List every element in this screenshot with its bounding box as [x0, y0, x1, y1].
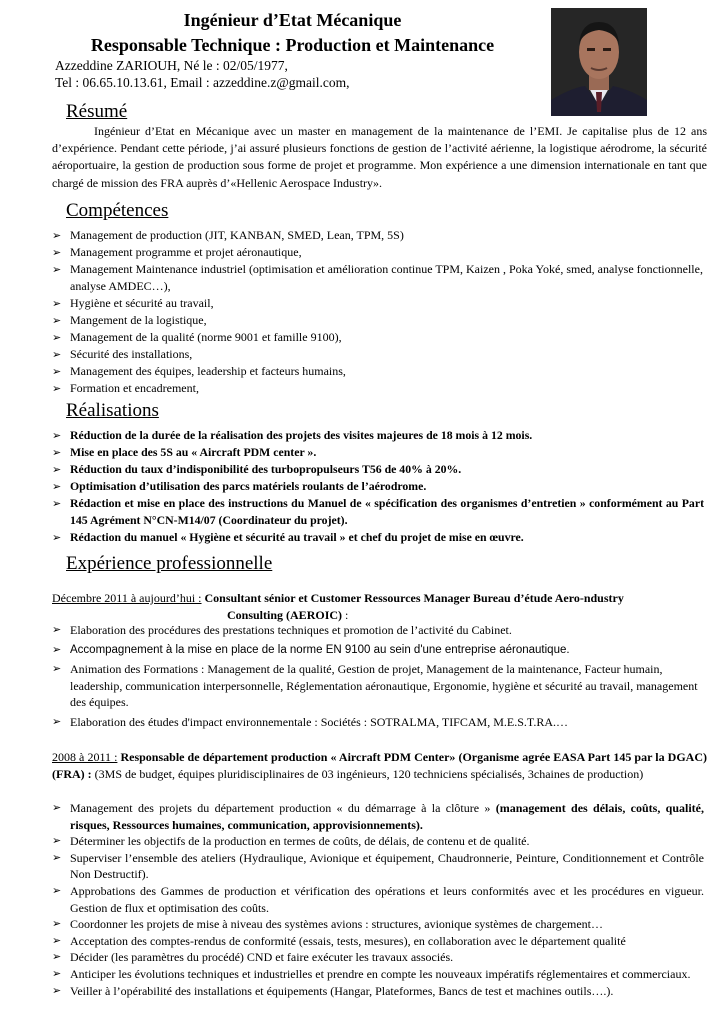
list-item: ➢ Formation et encadrement, [52, 380, 704, 397]
list-item: ➢ Elaboration des procédures des prestations techniques et promotion de l’activité du Cabinet. [52, 622, 704, 639]
list-item: ➢ Accompagnement à la mise en place de la norme EN 9100 au sein d'une entreprise aéronautique. [52, 642, 704, 659]
list-item: ➢ Management des équipes, leadership et facteurs humains, [52, 363, 704, 380]
job1-period: Décembre 2011 à aujourd’hui : [52, 591, 202, 605]
list-item: ➢ Rédaction du manuel « Hygiène et sécurité au travail » et chef du projet de mise en œuvre. [52, 529, 704, 546]
list-item: ➢ Décider (les paramètres du procédé) CND et faire exécuter les travaux associés. [52, 949, 704, 966]
list-item: ➢ Anticiper les évolutions techniques et industrielles et prendre en compte les nouveaux impératifs réglementaires et commerciaux. [52, 966, 704, 983]
list-item: ➢ Management de production (JIT, KANBAN, SMED, Lean, TPM, 5S) [52, 227, 704, 244]
job-title: Ingénieur d’Etat Mécanique [183, 10, 402, 30]
list-item: ➢ Mangement de la logistique, [52, 312, 704, 329]
list-item: ➢ Coordonner les projets de mise à niveau des systèmes avions : structures, avionique systèmes de chargement… [52, 916, 704, 933]
profile-photo [551, 8, 647, 116]
job2-item1-text: Management des projets du département production « du démarrage à la clôture » [70, 801, 496, 815]
list-item: ➢ Management programme et projet aéronautique, [52, 244, 704, 261]
job1-company: Consulting (AEROIC) [227, 608, 343, 622]
list-item: ➢ Réduction du taux d’indisponibilité des turbopropulseurs T56 de 40% à 20%. [52, 461, 704, 478]
experience-heading: Expérience professionnelle [66, 553, 273, 574]
list-item: ➢ Réduction de la durée de la réalisation des projets des visites majeures de 18 mois à 12 mois. [52, 427, 704, 444]
job1-company-suffix: : [342, 608, 349, 622]
list-item [52, 800, 704, 833]
list-item: ➢ Acceptation des comptes-rendus de conformité (essais, tests, mesures), en collaboration avec le département qualité [52, 933, 704, 950]
competences-list [52, 227, 704, 397]
list-item: ➢ Hygiène et sécurité au travail, [52, 295, 704, 312]
job-subtitle: Responsable Technique : Production et Maintenance [90, 35, 495, 55]
job1-role: Consultant sénior et Customer Ressources Manager Bureau d’étude Aero-ndustry [204, 591, 624, 605]
realisations-list [52, 427, 704, 546]
resume-heading: Résumé [66, 101, 128, 122]
job2-header [52, 749, 707, 783]
job1-list [52, 622, 704, 730]
list-item: ➢ Management Maintenance industriel (optimisation et amélioration continue TPM, Kaizen , Poka Yoké, smed, analyse fonctionnelle, analyse AMDEC…), [52, 261, 704, 295]
list-item: ➢ Animation des Formations : Management de la qualité, Gestion de projet, Management de la maintenance, Facteur humain, leadership, communication interpersonnelle, Réglementation aéronautique, Ergonomie, hygiène et sécurité au travail, management des équipes. [52, 661, 704, 711]
list-item: ➢ Déterminer les objectifs de la production en termes de coûts, de délais, de contenu et de qualité. [52, 833, 704, 850]
job2-list [52, 800, 704, 999]
job1-header [52, 590, 707, 624]
name-birth-line: Azzeddine ZARIOUH, Né le : 02/05/1977, [55, 58, 288, 73]
job2-period: 2008 à 2011 : [52, 750, 118, 764]
list-item: ➢ Optimisation d’utilisation des parcs matériels roulants de l’aérodrome. [52, 478, 704, 495]
job2-role: Responsable de département production « Aircraft PDM Center» (Organisme agrée EASA Part 145 par la DGAC) (FRA) : [52, 750, 707, 781]
job2-item1-bold: (management des délais, coûts, qualité, risques, Ressources humaines, communication, approvisionnements). [70, 801, 705, 832]
list-item: ➢ Mise en place des 5S au « Aircraft PDM center ». [52, 444, 704, 461]
realisations-heading: Réalisations [66, 400, 159, 421]
list-item: ➢ Management de la qualité (norme 9001 et famille 9100), [52, 329, 704, 346]
resume-paragraph: Ingénieur d’Etat en Mécanique avec un master en management de la maintenance de l’EMI. Je capitalise plus de 12 ans d’expérience. Pendant cette période, j’ai assuré plusieurs fonctions de gestion de l’activité aérienne, la logistique aérodrome, la sécurité aéroportuaire, la gestion de production sous forme de projet et programme. Mon expérience a une dimension internationale en tant que chargé de mission des FRA auprès d’«Hellenic Aerospace Industry». [52, 124, 707, 190]
contact-line: Tel : 06.65.10.13.61, Email : azzeddine.z@gmail.com, [55, 75, 350, 90]
list-item: ➢ Rédaction et mise en place des instructions du Manuel de « spécification des organismes d’entretien » conformément au Part 145 Agrément N°CN-M14/07 (Coordinateur du projet). [52, 495, 704, 529]
competences-heading: Compétences [66, 200, 169, 221]
list-item: ➢ Superviser l’ensemble des ateliers (Hydraulique, Avionique et équipement, Chaudronnerie, Peinture, Conditionnement et Contrôle Non Destructif). [52, 850, 704, 883]
list-item: ➢ Veiller à l’opérabilité des installations et équipements (Hangar, Plateformes, Bancs de test et machines outils….). [52, 983, 704, 1000]
job2-details: (3MS de budget, équipes pluridisciplinaires de 03 ingénieurs, 120 techniciens spécialisés, 3chaines de production) [91, 767, 644, 781]
list-item: ➢ Elaboration des études d'impact environnementale : Sociétés : SOTRALMA, TIFCAM, M.E.S.T.RA.… [52, 714, 704, 731]
list-item: ➢ Sécurité des installations, [52, 346, 704, 363]
list-item: ➢ Approbations des Gammes de production et vérification des opérations et leurs conformités avec et les procédures en vigueur. Gestion de flux et optimisation des coûts. [52, 883, 704, 916]
